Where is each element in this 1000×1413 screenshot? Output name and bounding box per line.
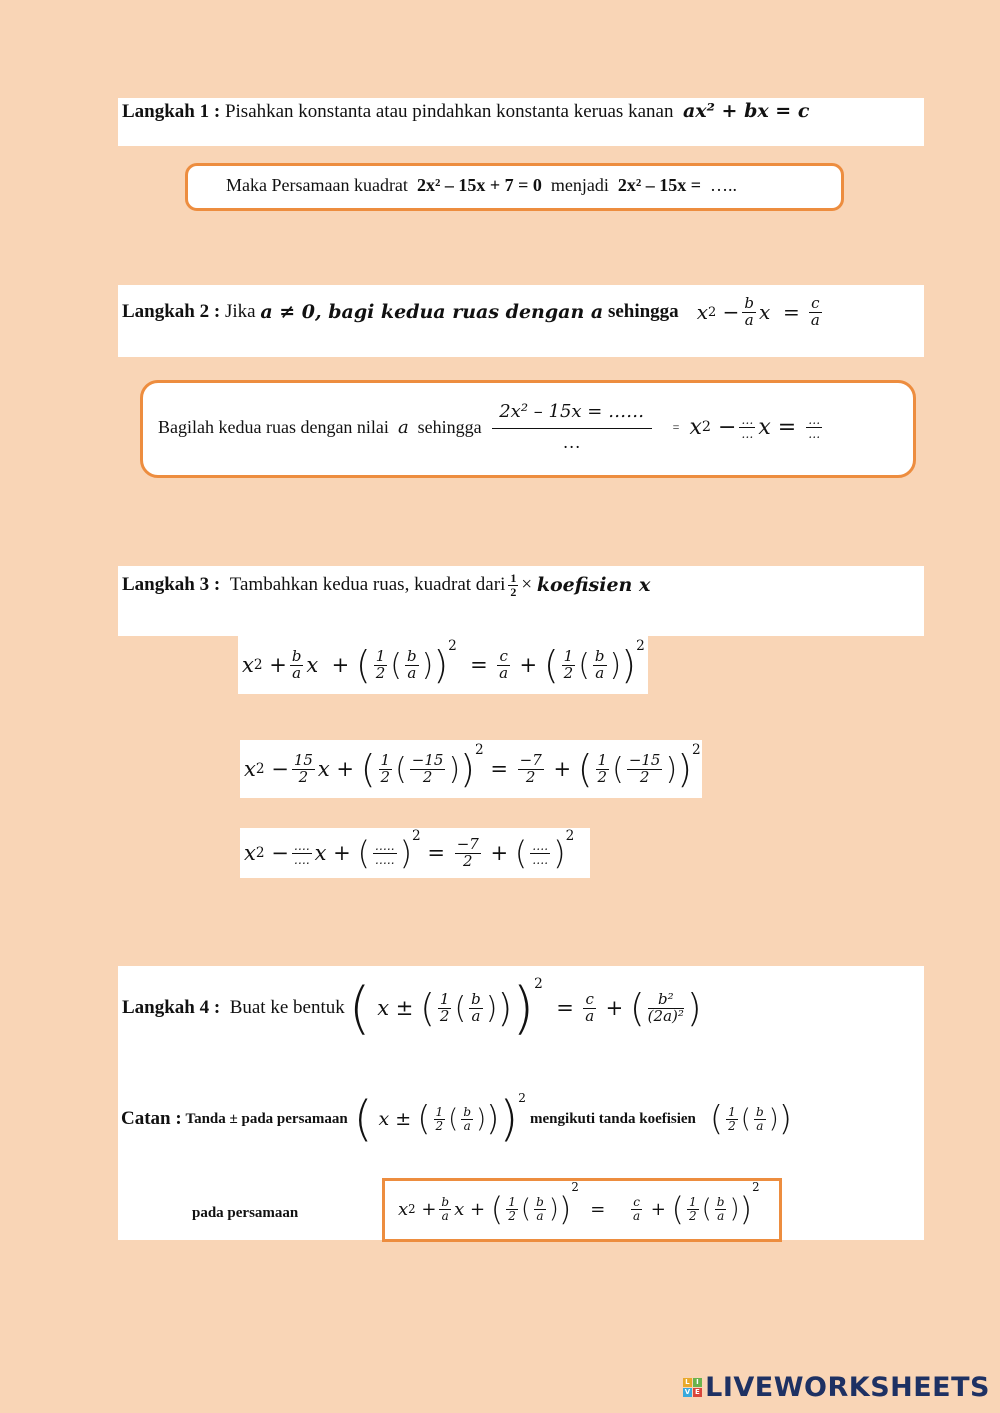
step4-text: Buat ke bentuk — [229, 997, 345, 1018]
note-coef: ( $\frac{1}{2}$ ( $\frac{b}{a}$ ) ) — [709, 1099, 793, 1139]
step3-formula-blanks: x 2 − $\frac{\dots.}{\dots.}$ x + ( $\frac{\dots..}{\dots..}$ ) 2 = $\frac{-7}{2}$ + ( $\frac{\dots.}{\dots.}$ ) 2 — [240, 828, 590, 878]
step2-box-result: x 2 − $\frac{\dots}{\dots}$ x = $\frac{\dots}{\dots}$ — [689, 412, 821, 441]
step3-blank-b-den[interactable]: …. — [293, 852, 310, 867]
note-text1: Tanda ± pada persamaan — [185, 1110, 348, 1127]
liveworksheets-logo — [683, 1372, 990, 1403]
step1-label: Langkah 1 : — [122, 101, 221, 122]
note-line — [121, 1085, 792, 1153]
step1-box-mid: menjadi — [550, 175, 609, 195]
step3-formula-substituted: x 2 − $\frac{15}{2}$ x + ( $\frac{1}{2}$ ( $\frac{-15}{2}$ ) ) 2 = $\frac{-7}{2}$ + ( $\frac{1}{2}$ ( $\frac{-15}{2}$ ) ) 2 — [240, 740, 702, 798]
step2-b-num[interactable]: … — [741, 412, 754, 427]
step3-blank-b-num[interactable]: …. — [293, 838, 310, 853]
step3-header — [122, 568, 650, 602]
step1-box-line — [226, 175, 737, 196]
step1-formula: ax² + bx = c — [682, 100, 810, 122]
step4-label: Langkah 4 : — [122, 997, 221, 1018]
note-label: Catan : — [121, 1108, 182, 1129]
step3-koef: koefisien x — [536, 574, 651, 596]
step2-division-num[interactable]: 2x² – 15x = …… — [492, 403, 652, 429]
note-formula: ( x ± ( $\frac{1}{2}$ ( $\frac{b}{a}$ ) ) ) 2 — [353, 1091, 527, 1147]
step1-box-eq2: 2x² – 15x = — [617, 175, 701, 195]
step3-formula-general: x 2 + $\frac{b}{a}$ x + ( $\frac{1}{2}$ ( $\frac{b}{a}$ ) ) 2 = $\frac{c}{a}$ + ( $\frac{1}{2}$ ( $\frac{b}{a}$ ) ) 2 — [238, 636, 648, 694]
liveworksheets-logo-icon: L I V E — [684, 1378, 701, 1396]
note-text3: pada persamaan — [192, 1205, 299, 1221]
step3-half: $\frac{1}{2}$ — [510, 570, 517, 599]
step1-answer-blank[interactable]: ….. — [710, 175, 737, 195]
step2-condition: a ≠ 0, bagi kedua ruas dengan a — [260, 301, 604, 324]
step2-division-den[interactable]: … — [562, 431, 581, 452]
step3-times: × — [521, 574, 533, 595]
step2-box-text: Bagilah kedua ruas dengan nilai — [158, 416, 389, 437]
step3-text: Tambahkan kedua ruas, kuadrat dari — [229, 574, 506, 595]
liveworksheets-logo-text: LIVEWORKSHEETS — [705, 1372, 990, 1403]
note-text2: mengikuti tanda koefisien — [530, 1110, 696, 1127]
note-boxed-formula: x 2 + $\frac{b}{a}$ x + ( $\frac{1}{2}$ ( $\frac{b}{a}$ ) ) 2 = $\frac{c}{a}$ + ( $\frac{1}{2}$ ( $\frac{b}{a}$ ) ) 2 — [398, 1180, 760, 1228]
step3-blank-h-num[interactable]: ….. — [374, 838, 395, 853]
step3-blank-h-den[interactable]: ….. — [374, 852, 395, 867]
step4-formula: ( x ± ( $\frac{1}{2}$ ( $\frac{b}{a}$ ) ) ) 2 = $\frac{c}{a}$ + ( $\frac{\text{b²}}{\text{(2a)²}}$ ) — [348, 975, 702, 1041]
step2-box-sehingga: sehingga — [417, 416, 482, 437]
step2-formula: x 2 − $\frac{b}{a}$ x = $\frac{c}{a}$ — [696, 294, 820, 329]
step2-c-num[interactable]: … — [808, 412, 821, 427]
step3-blank-r-num[interactable]: …. — [532, 838, 549, 853]
step2-sehingga: sehingga — [607, 301, 679, 323]
step3-blank-r-den[interactable]: …. — [532, 852, 549, 867]
step4-header — [122, 975, 702, 1041]
step2-c-den[interactable]: … — [808, 426, 821, 441]
step2-b-den[interactable]: … — [741, 426, 754, 441]
step1-text: Pisahkan konstanta atau pindahkan konstanta keruas kanan — [224, 101, 674, 122]
step1-box-prefix: Maka Persamaan kuadrat — [226, 175, 408, 195]
step2-box-var: a — [397, 416, 409, 438]
step3-label: Langkah 3 : — [122, 574, 221, 595]
step1-box-eq1: 2x² – 15x + 7 = 0 — [416, 175, 542, 195]
step1-header — [122, 100, 809, 123]
step2-header — [122, 296, 825, 329]
step2-division — [492, 400, 652, 452]
step2-box-eq: = — [672, 419, 680, 434]
step2-label: Langkah 2 : — [122, 301, 221, 323]
step2-jika: Jika — [224, 301, 256, 323]
step2-box-line — [158, 397, 825, 457]
